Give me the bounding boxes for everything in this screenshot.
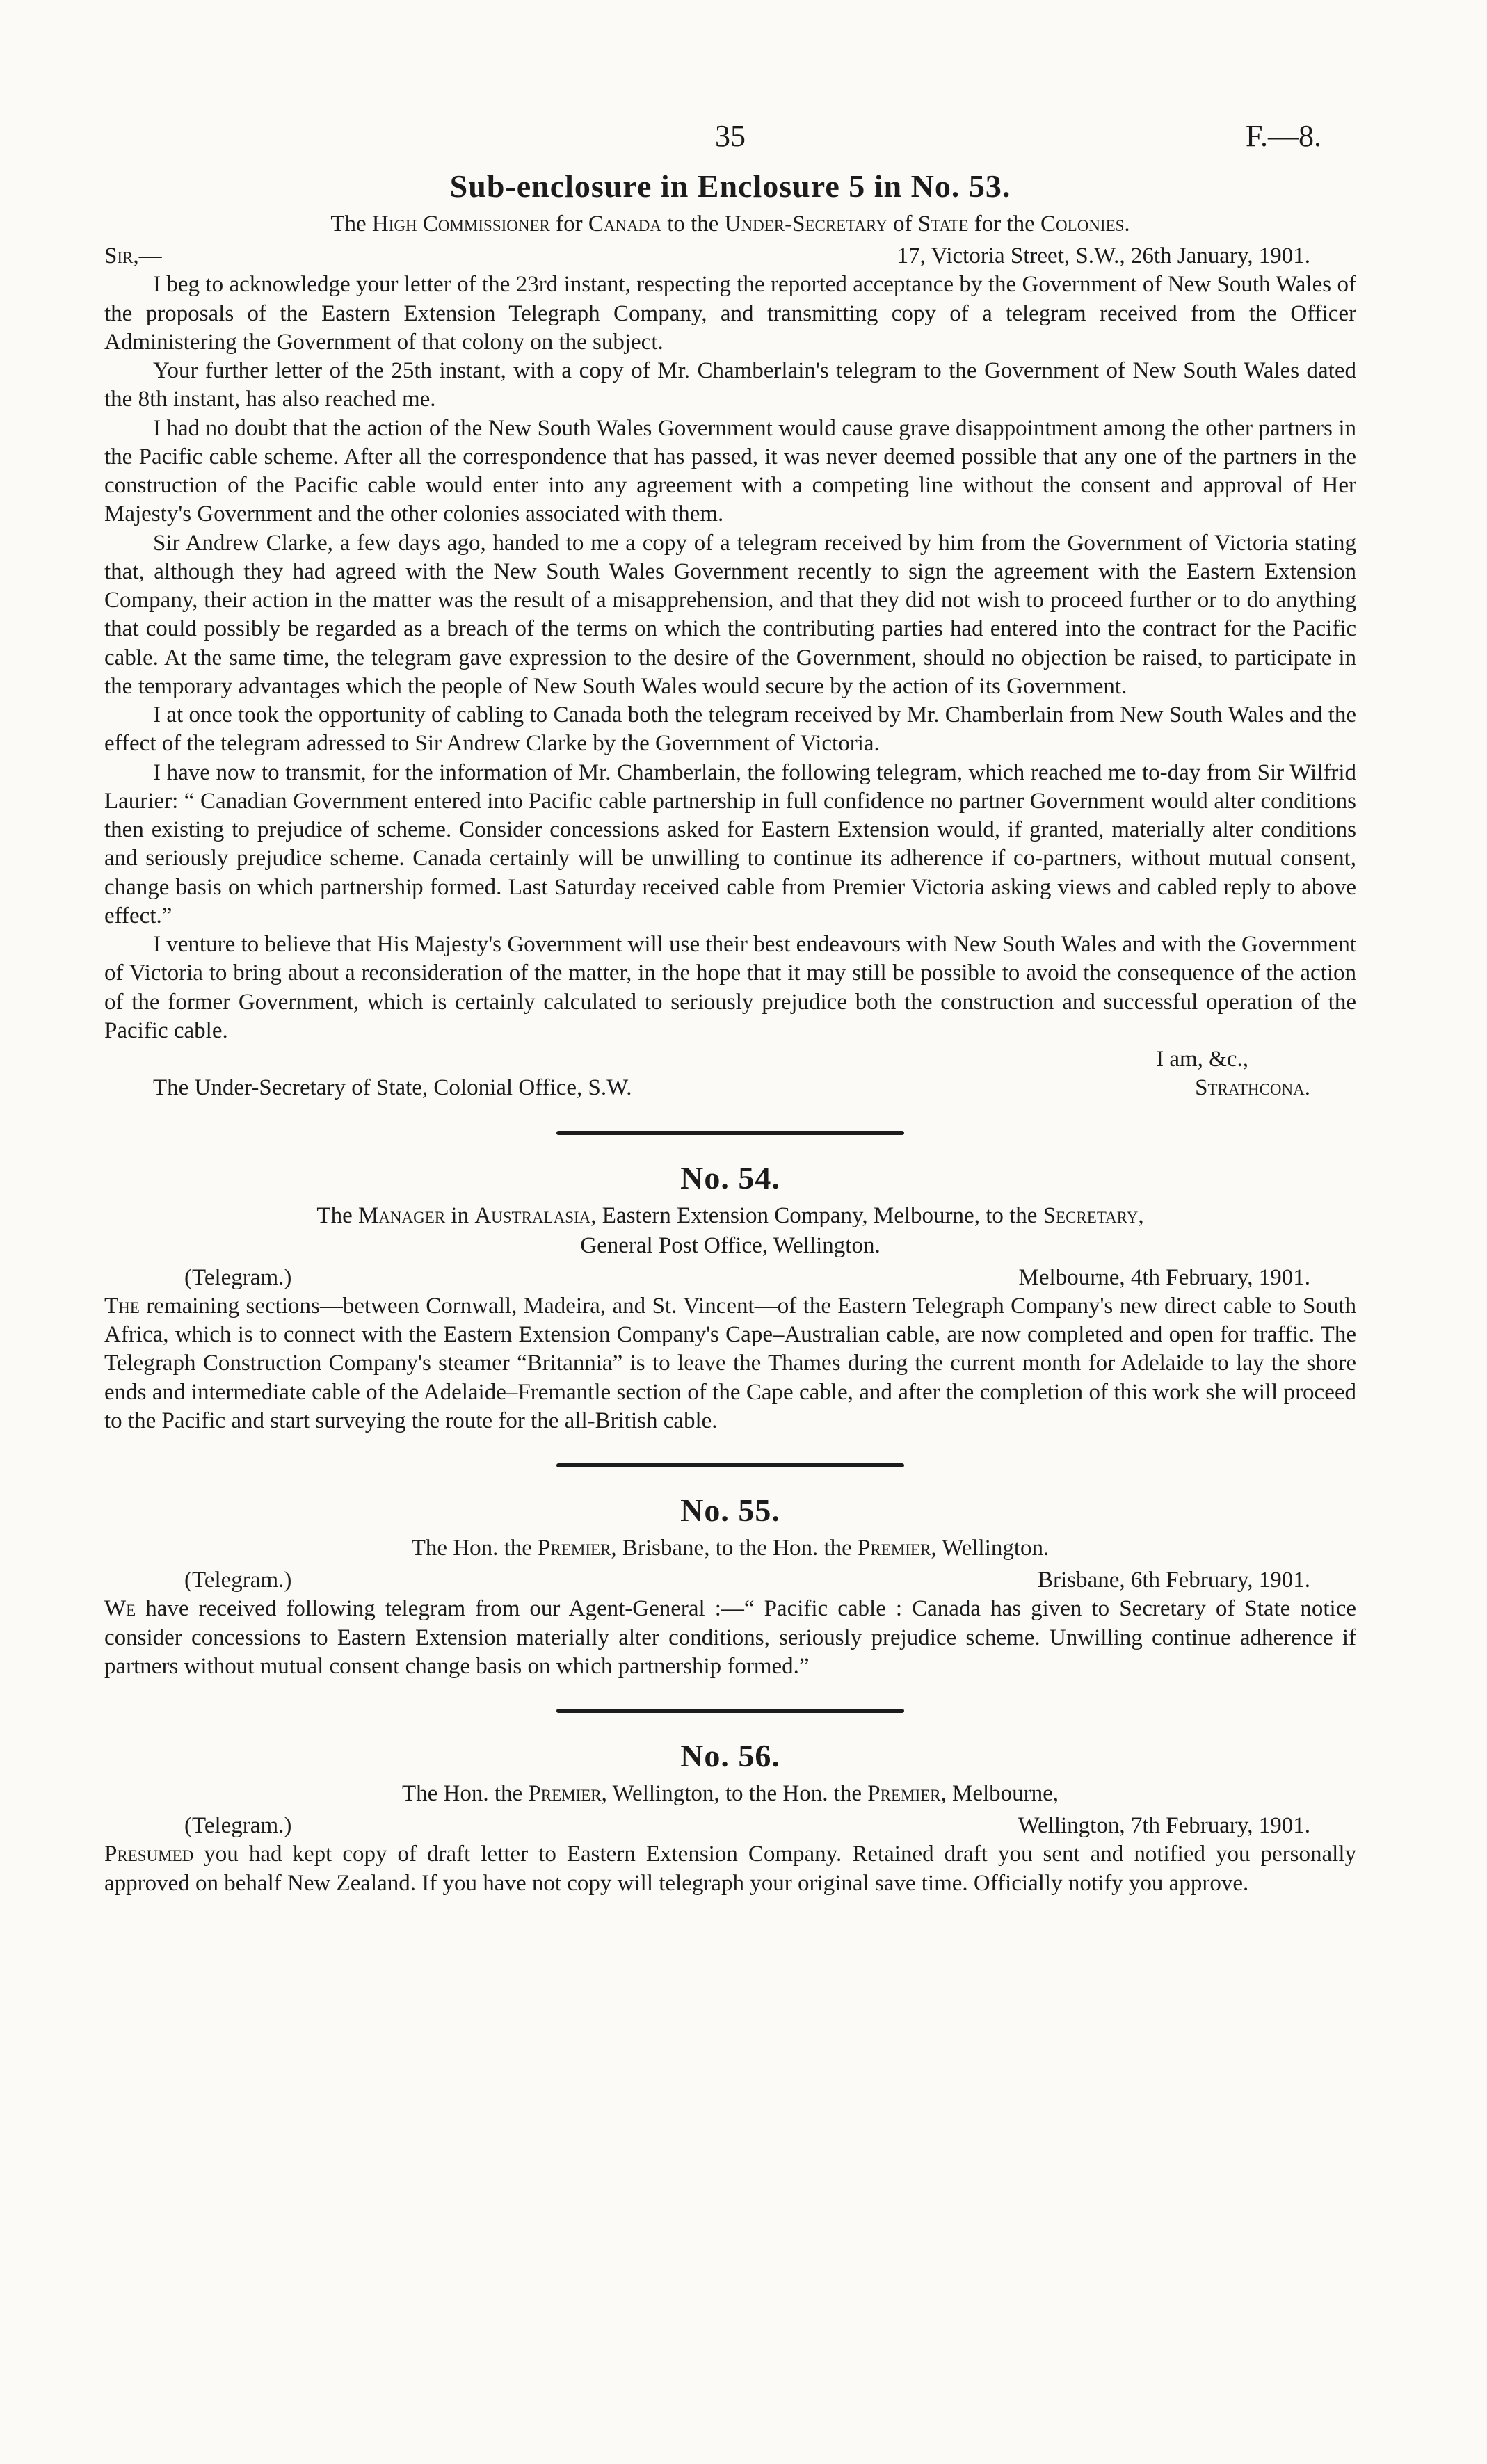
lead-word: The bbox=[104, 1293, 140, 1319]
telegram-body bbox=[104, 1595, 1356, 1681]
addressee: The Under-Secretary of State, Colonial Office, S.W. bbox=[153, 1075, 632, 1101]
body-text: have received following telegram from our Agent-General :—“ Pacific cable : Canada has given to Secretary of State notice consider concessions to Eastern Extension materially alter conditions, seriously prejudice scheme. Unwilling continue adherence if partners without mutual consent change basis on which partnership formed.” bbox=[104, 1596, 1357, 1679]
no-55-section bbox=[104, 1491, 1356, 1681]
place-date: Brisbane, 6th February, 1901. bbox=[1038, 1568, 1310, 1593]
message-type: (Telegram.) bbox=[184, 1568, 292, 1593]
section-title: Sub-enclosure in Enclosure 5 in No. 53. bbox=[449, 168, 1011, 204]
paragraph: I have now to transmit, for the information of Mr. Chamberlain, the following telegram, which reached me to-day from Sir Wilfrid Laurier: “ Canadian Government entered into Pacific cable partnership in full confidence no partner Government would alter conditions then existing to prejudice of scheme. Consider concessions asked for Eastern Extension would, if granted, materially alter conditions and seriously prejudice scheme. Canada certainly will be unwilling to continue its adherence if co-partners, without mutual consent, change basis on which partnership formed. Last Saturday received cable from Premier Victoria asking views and cabled reply to above effect.” bbox=[104, 759, 1356, 928]
route-line bbox=[104, 1201, 1356, 1261]
route-text: General Post Office, Wellington. bbox=[580, 1232, 881, 1258]
route-smallcaps: Premier, bbox=[528, 1781, 607, 1807]
section-divider bbox=[556, 1131, 904, 1135]
route-text: for bbox=[556, 211, 583, 237]
telegram-meta bbox=[104, 1566, 1356, 1595]
document-page bbox=[104, 0, 1356, 1898]
signature: Strathcona. bbox=[1195, 1075, 1310, 1101]
lead-word: We bbox=[104, 1596, 136, 1622]
telegram-meta bbox=[104, 1264, 1356, 1292]
route-smallcaps: Premier, bbox=[858, 1536, 937, 1561]
route-smallcaps: Australasia, bbox=[474, 1202, 597, 1228]
route-text: Eastern Extension Company, Melbourne, to the bbox=[602, 1202, 1038, 1228]
section-title: No. 55. bbox=[680, 1492, 780, 1529]
route-line bbox=[104, 1779, 1356, 1809]
telegram-body bbox=[104, 1840, 1356, 1898]
paragraph: I at once took the opportunity of cabling to Canada both the telegram received by Mr. Chamberlain from New South Wales and the effect of the telegram adressed to Sir Andrew Clarke by the Government of Victoria. bbox=[104, 702, 1356, 757]
paragraph: I beg to acknowledge your letter of the 23rd instant, respecting the reported acceptance by the Government of New South Wales of the proposals of the Eastern Extension Telegraph Company, and transmitting copy of a telegram received from the Officer Administering the Government of that colony on the subject. bbox=[104, 272, 1356, 355]
salutation: Sir,— bbox=[104, 243, 162, 269]
body-text: remaining sections—between Cornwall, Madeira, and St. Vincent—of the Eastern Telegraph Company's new direct cable to South Africa, which is to connect with the Eastern Extension Company's Cape–Australian cable, are now completed and open for traffic. The Telegraph Construction Company's steamer “Britannia” is to leave the Thames during the current month for Adelaide to lay the shore ends and intermediate cable of the Adelaide–Fremantle section of the Cape cable, and after the completion of this work she will proceed to the Pacific and start surveying the route for the all-British cable. bbox=[104, 1293, 1356, 1433]
route-smallcaps: Colonies. bbox=[1040, 211, 1130, 237]
message-type: (Telegram.) bbox=[184, 1813, 292, 1839]
paragraph: Sir Andrew Clarke, a few days ago, handed to me a copy of a telegram received by him from the Government of Victoria stating that, although they had agreed with the New South Wales Government recently to sign the agreement with the Eastern Extension Company, their action in the matter was the result of a misapprehension, and that they did not wish to proceed further or to do anything that could possibly be regarded as a breach of the terms on which the contributing parties had entered into the contract for the Pacific cable. At the same time, the telegram gave expression to the desire of the Government, should no objection be raised, to participate in the temporary advantages which the people of New South Wales would secure by the action of its Government. bbox=[104, 530, 1356, 699]
section-divider bbox=[556, 1463, 904, 1467]
route-line bbox=[104, 209, 1356, 239]
sub-enclosure-section bbox=[104, 167, 1356, 1103]
route-text: The bbox=[316, 1202, 353, 1228]
route-text: Brisbane, to the Hon. the bbox=[622, 1536, 852, 1561]
route-text: for the bbox=[974, 211, 1035, 237]
place-date: Melbourne, 4th February, 1901. bbox=[1018, 1264, 1310, 1290]
no-56-section bbox=[104, 1737, 1356, 1898]
route-smallcaps: Secretary, bbox=[1043, 1202, 1144, 1228]
no-54-section bbox=[104, 1159, 1356, 1435]
closing: I am, &c., bbox=[1156, 1047, 1248, 1072]
route-text: of bbox=[893, 211, 913, 237]
message-type: (Telegram.) bbox=[184, 1264, 292, 1290]
telegram-meta bbox=[104, 1812, 1356, 1840]
section-title: No. 56. bbox=[680, 1738, 780, 1774]
body-text: you had kept copy of draft letter to Eastern Extension Company. Retained draft you sent and notified you personally approved on behalf New Zealand. If you have not copy will telegraph your original save time. Officially notify you approve. bbox=[104, 1842, 1356, 1896]
address-date: 17, Victoria Street, S.W., 26th January, 1901. bbox=[897, 243, 1310, 269]
closing-row bbox=[104, 1045, 1356, 1074]
route-smallcaps: Manager bbox=[357, 1202, 446, 1228]
place-date: Wellington, 7th February, 1901. bbox=[1018, 1813, 1310, 1839]
section-divider bbox=[556, 1709, 904, 1713]
route-smallcaps: Premier, bbox=[867, 1781, 947, 1807]
addressee-row bbox=[104, 1074, 1356, 1102]
route-text: The Hon. the bbox=[411, 1536, 532, 1561]
salutation-row bbox=[104, 242, 1356, 271]
route-smallcaps: Under-Secretary bbox=[724, 211, 887, 237]
route-smallcaps: Canada bbox=[588, 211, 661, 237]
telegram-body bbox=[104, 1292, 1356, 1435]
route-smallcaps: Premier, bbox=[538, 1536, 617, 1561]
page-header bbox=[104, 0, 1356, 167]
page-number: 35 bbox=[715, 119, 746, 153]
section-title: No. 54. bbox=[680, 1159, 780, 1195]
paper-reference: F.—8. bbox=[1246, 119, 1321, 153]
lead-word: Presumed bbox=[104, 1842, 194, 1867]
route-smallcaps: High Commissioner bbox=[371, 211, 550, 237]
paragraph: Your further letter of the 25th instant, with a copy of Mr. Chamberlain's telegram to the Government of New South Wales dated the 8th instant, has also reached me. bbox=[104, 358, 1356, 412]
route-smallcaps: State bbox=[917, 211, 969, 237]
route-line bbox=[104, 1533, 1356, 1563]
route-text: in bbox=[451, 1202, 469, 1228]
route-text: to the bbox=[667, 211, 719, 237]
route-text: The Hon. the bbox=[401, 1781, 523, 1807]
route-text: Melbourne, bbox=[952, 1781, 1059, 1807]
paragraph: I venture to believe that His Majesty's Government will use their best endeavours with New South Wales and with the Government of Victoria to bring about a reconsideration of the matter, in the hope that it may still be possible to avoid the consequence of the action of the former Government, which is certainly calculated to seriously prejudice both the construction and successful operation of the Pacific cable. bbox=[104, 932, 1356, 1043]
route-text: The bbox=[330, 211, 367, 237]
route-text: Wellington, to the Hon. the bbox=[612, 1781, 862, 1807]
paragraph: I had no doubt that the action of the New South Wales Government would cause grave disappointment among the other partners in the Pacific cable scheme. After all the correspondence that has passed, it was never deemed possible that any one of the partners in the construction of the Pacific cable would enter into any agreement with a competing line without the consent and approval of Her Majesty's Government and the other colonies associated with them. bbox=[104, 415, 1356, 527]
route-text: Wellington. bbox=[942, 1536, 1050, 1561]
